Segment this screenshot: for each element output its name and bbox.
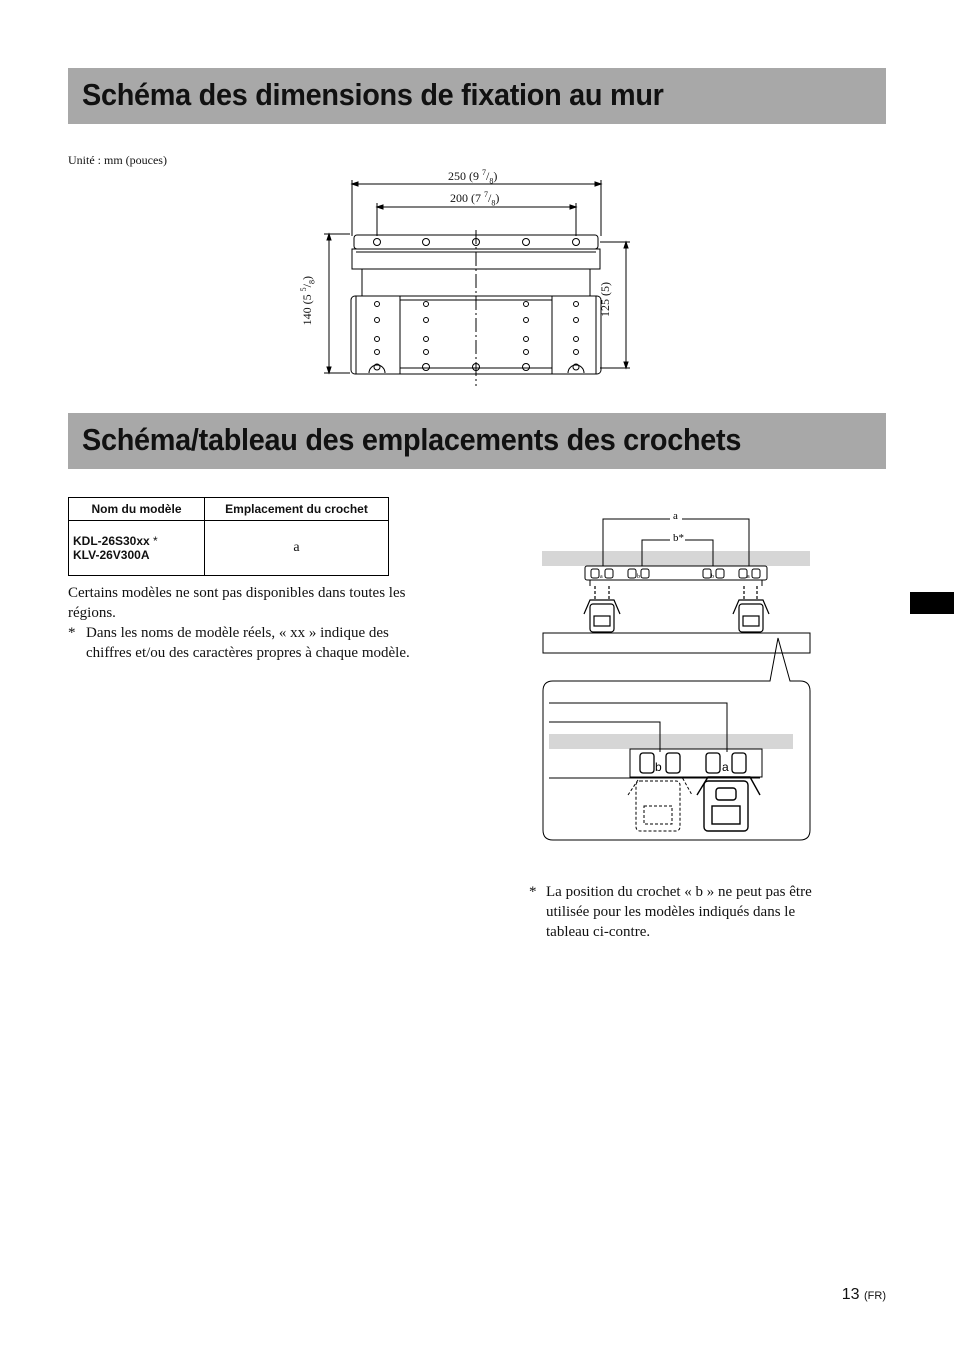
zoom-label-b: b [655,760,662,774]
page-number: 13 (FR) [841,1286,886,1303]
slot-label-a-left: a [600,574,603,580]
table-row [69,521,389,576]
footnote-line-1: Dans les noms de modèle réels, « xx » indique des [86,625,389,641]
unit-label: Unité : mm (pouces) [68,153,167,167]
section-banner-wall-mount [68,68,886,124]
dimension-width-inner: 200 (7 $^7/_8$) [450,190,500,208]
model-hook-table [68,497,389,576]
section-banner-hook-location [68,413,886,469]
table-cell-model: KDL-26S30xx * KLV-26V300A [69,521,205,576]
dimension-height-left: 140 (5 $^5/_8$) [298,276,317,326]
hook-note-line-2: utilisée pour les modèles indiqués dans le [546,904,796,920]
table-cell-location: a [205,521,389,576]
dimension-width-outer: 250 (9 $^7/_8$) [448,168,498,186]
slot-label-b-left: b [637,574,640,580]
section-tab-marker [910,592,954,614]
hook-note-line-1: La position du crochet « b » ne peut pas être [546,884,812,900]
footnote-mark: * [68,625,76,641]
zoom-label-a: a [722,760,729,774]
slot-label-b-right: b [711,574,714,580]
hook-note-mark: * [529,884,537,900]
table-header-model: Nom du modèle [69,498,205,521]
section-title-hook-location: Schéma/tableau des emplacements des crochets [82,422,742,457]
hook-label-a: a [673,510,678,522]
slot-label-a-right: a [747,574,750,580]
table-header-location: Emplacement du crochet [205,498,389,521]
footnote-line-2: chiffres et/ou des caractères propres à chaque modèle. [86,645,410,661]
dimension-height-right: 125 (5) [598,282,612,317]
hook-note-line-3: tableau ci-contre. [546,924,651,940]
section-title-wall-mount: Schéma des dimensions de fixation au mur [82,77,664,112]
hook-label-b: b* [673,532,684,544]
availability-note: Certains modèles ne sont pas disponibles dans toutes les régions. [68,585,406,621]
